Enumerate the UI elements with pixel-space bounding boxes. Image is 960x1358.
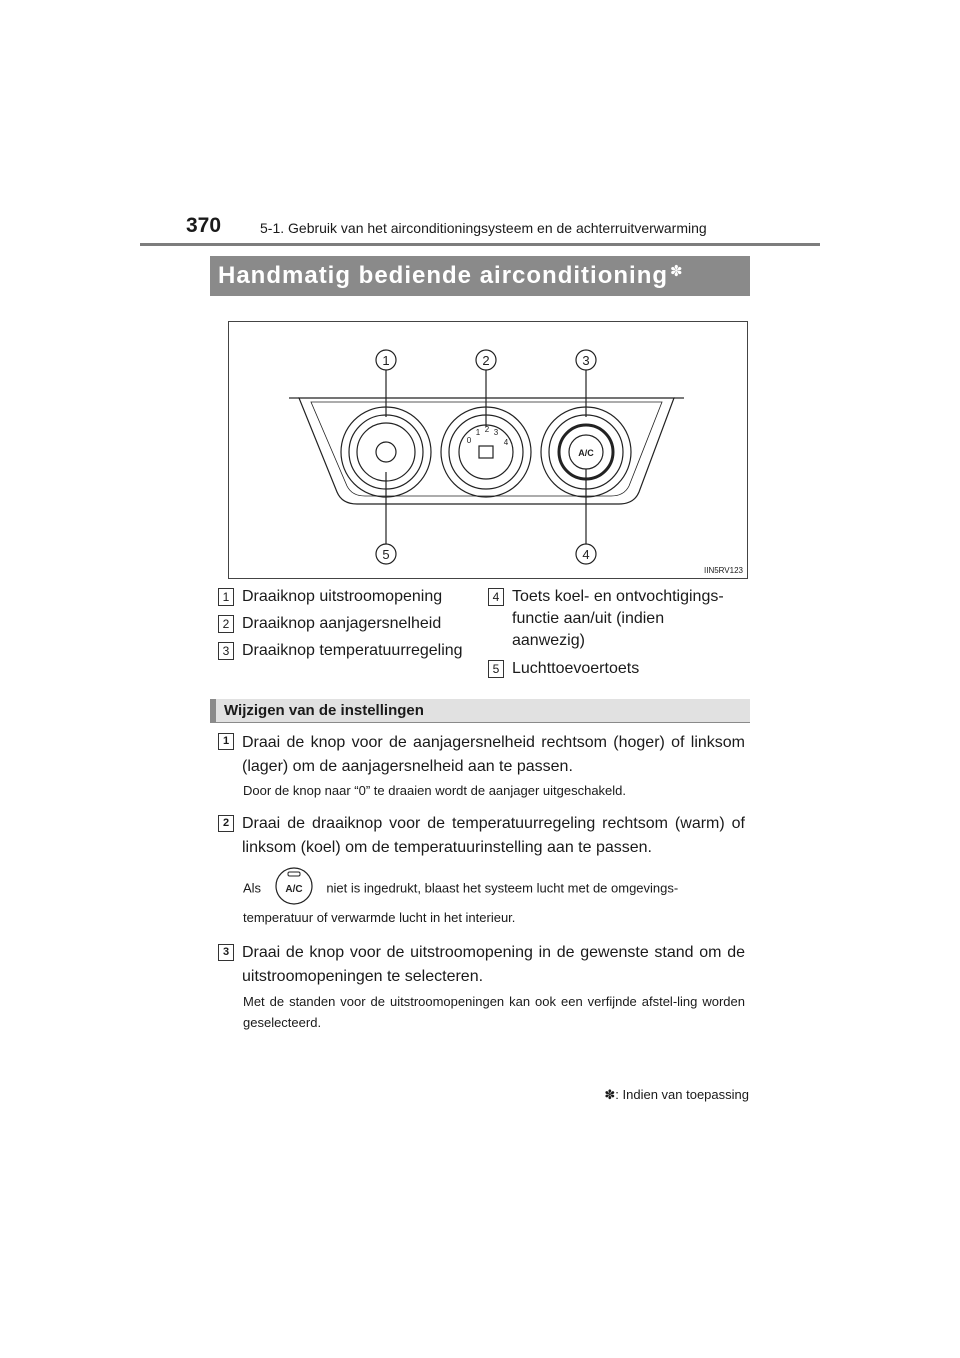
step-2-note-before: Als [243,880,262,896]
legend-text: aanwezig) [512,632,585,650]
legend-number: 5 [488,660,504,678]
section-title-banner [210,256,750,296]
ac-button-label: A/C [578,448,594,458]
page-number: 370 [186,214,222,237]
step-number-1: 1 [218,733,234,750]
legend-item-5 [488,658,639,680]
legend-text: functie aan/uit (indien [512,610,665,628]
footnote-star-icon: ✽ [670,263,684,280]
fan-label-3: 3 [493,428,499,437]
step-number-2: 2 [218,815,234,832]
legend-number: 2 [218,615,234,633]
callout-3: 3 [582,353,590,368]
legend-text: Toets koel- en ontvochtigings- [512,588,724,605]
header-divider [140,243,820,246]
step-3-note: Met de standen voor de uitstroomopeningen kan ook een verfijnde afstel-ling worden geselecteerd. [243,994,745,1030]
fan-label-0: 0 [466,436,472,445]
footnote-star-icon: ✽ [604,1087,616,1102]
control-panel-figure [228,321,748,579]
legend-number: 4 [488,588,504,606]
step-number-3: 3 [218,944,234,961]
legend-item-3 [218,640,463,662]
footnote [604,1087,749,1103]
step-1-text: Draai de knop voor de aanjagersnelheid rechtsom (hoger) of linksom (lager) om de aanjagersnelheid aan te passen. [242,734,745,775]
step-3-text: Draai de knop voor de uitstroomopening in de gewenste stand om de uitstroomopeningen te selecteren. [242,944,745,985]
step-2-note-line2: temperatuur of verwarmde lucht in het interieur. [243,910,516,925]
ac-button-icon [271,866,317,912]
legend-number: 1 [218,588,234,606]
fan-label-1: 1 [475,428,481,437]
step-1-note: Door de knop naar “0” te draaien wordt de aanjager uitgeschakeld. [243,783,627,798]
step-2-note-after: niet is ingedrukt, blaast het systeem lucht met de omgevings- [326,880,679,896]
legend-item-1 [218,586,442,608]
legend-item-2 [218,613,441,635]
step-2-note [243,866,745,912]
running-title: 5-1. Gebruik van het airconditioningsysteem en de achterruitverwarming [260,220,707,236]
legend-text: Draaiknop uitstroomopening [242,588,443,605]
fan-label-4: 4 [503,438,509,447]
callout-1: 1 [382,353,390,368]
section-title: Handmatig bediende airconditioning [218,262,669,289]
legend-text: Draaiknop aanjagersnelheid [242,615,442,632]
control-panel-illustration [229,322,749,580]
callout-5: 5 [382,547,390,562]
callout-4: 4 [582,547,590,562]
legend-text: Draaiknop temperatuurregeling [242,642,463,659]
callout-2: 2 [482,353,490,368]
svg-text:A/C: A/C [285,884,303,895]
figure-code: IIN5RV123 [704,566,743,575]
legend-item-4 [488,586,724,652]
step-2-text: Draai de draaiknop voor de temperatuurregeling rechtsom (warm) of linksom (koel) om de temperatuurinstelling aan te passen. [242,815,745,856]
legend-text: Luchttoevoertoets [512,660,640,677]
fan-label-2: 2 [484,425,490,434]
legend-number: 3 [218,642,234,660]
subsection-title: Wijzigen van de instellingen [210,699,750,723]
footnote-text: : Indien van toepassing [615,1087,749,1102]
